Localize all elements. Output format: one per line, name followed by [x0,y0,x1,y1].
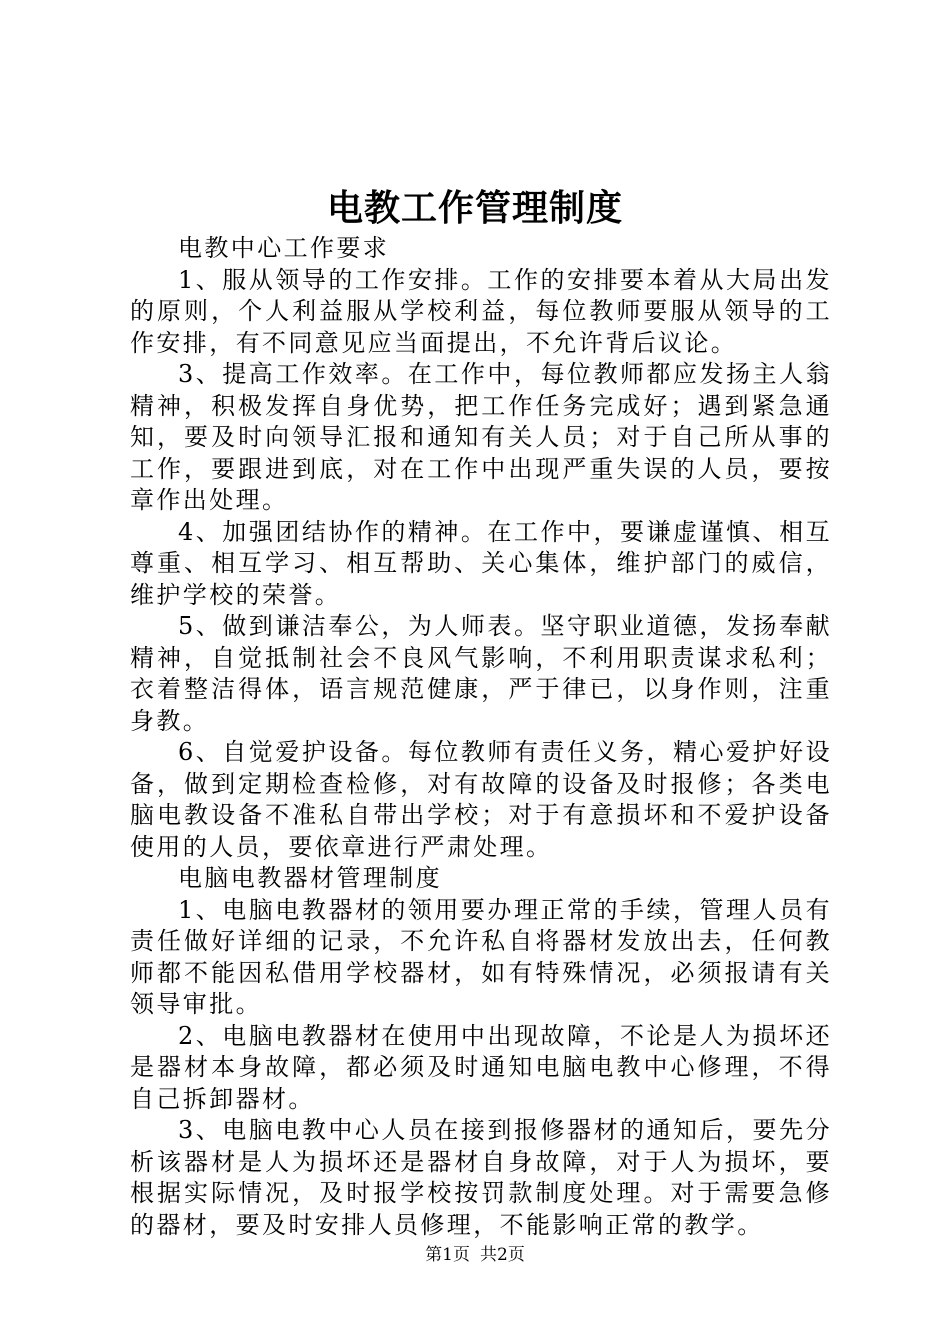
paragraph: 2、电脑电教器材在使用中出现故障，不论是人为损坏还是器材本身故障，都必须及时通知电脑电教中心修理，不得自己拆卸器材。 [130,1021,832,1113]
section-heading: 电教中心工作要求 [178,234,390,262]
paragraph: 3、电脑电教中心人员在接到报修器材的通知后，要先分析该器材是人为损坏还是器材自身故障，对于人为损坏，要根据实际情况，及时报学校按罚款制度处理。对于需要急修的器材，要及时安排人员修理，不能影响正常的教学。 [130,1116,832,1239]
paragraph: 1、电脑电教器材的领用要办理正常的手续，管理人员有责任做好详细的记录，不允许私自将器材发放出去，任何教师都不能因私借用学校器材，如有特殊情况，必须报请有关领导审批。 [130,895,832,1018]
page-footer [0,1243,950,1267]
page-total: 共2页 [480,1245,525,1265]
document-title: 电教工作管理制度 [326,187,623,229]
section-heading: 电脑电教器材管理制度 [178,864,442,892]
paragraph: 3、提高工作效率。在工作中，每位教师都应发扬主人翁精神，积极发挥自身优势，把工作任务完成好；遇到紧急通知，要及时向领导汇报和通知有关人员；对于自己所从事的工作，要跟进到底，对在工作中出现严重失误的人员，要按章作出处理。 [130,360,832,514]
paragraph: 1、服从领导的工作安排。工作的安排要本着从大局出发的原则，个人利益服从学校利益，每位教师要服从领导的工作安排，有不同意见应当面提出，不允许背后议论。 [130,265,832,357]
document-body [130,233,832,1241]
paragraph: 6、自觉爱护设备。每位教师有责任义务，精心爱护好设备，做到定期检查检修，对有故障的设备及时报修；各类电脑电教设备不准私自带出学校；对于有意损坏和不爱护设备使用的人员，要依章进行严肃处理。 [130,738,832,861]
paragraph: 5、做到谦洁奉公，为人师表。坚守职业道德，发扬奉献精神，自觉抵制社会不良风气影响，不利用职责谋求私利；衣着整洁得体，语言规范健康，严于律已，以身作则，注重身教。 [130,612,832,735]
paragraph: 4、加强团结协作的精神。在工作中，要谦虚谨慎、相互尊重、相互学习、相互帮助、关心集体，维护部门的威信，维护学校的荣誉。 [130,517,832,609]
page-number: 第1页 [425,1245,470,1265]
